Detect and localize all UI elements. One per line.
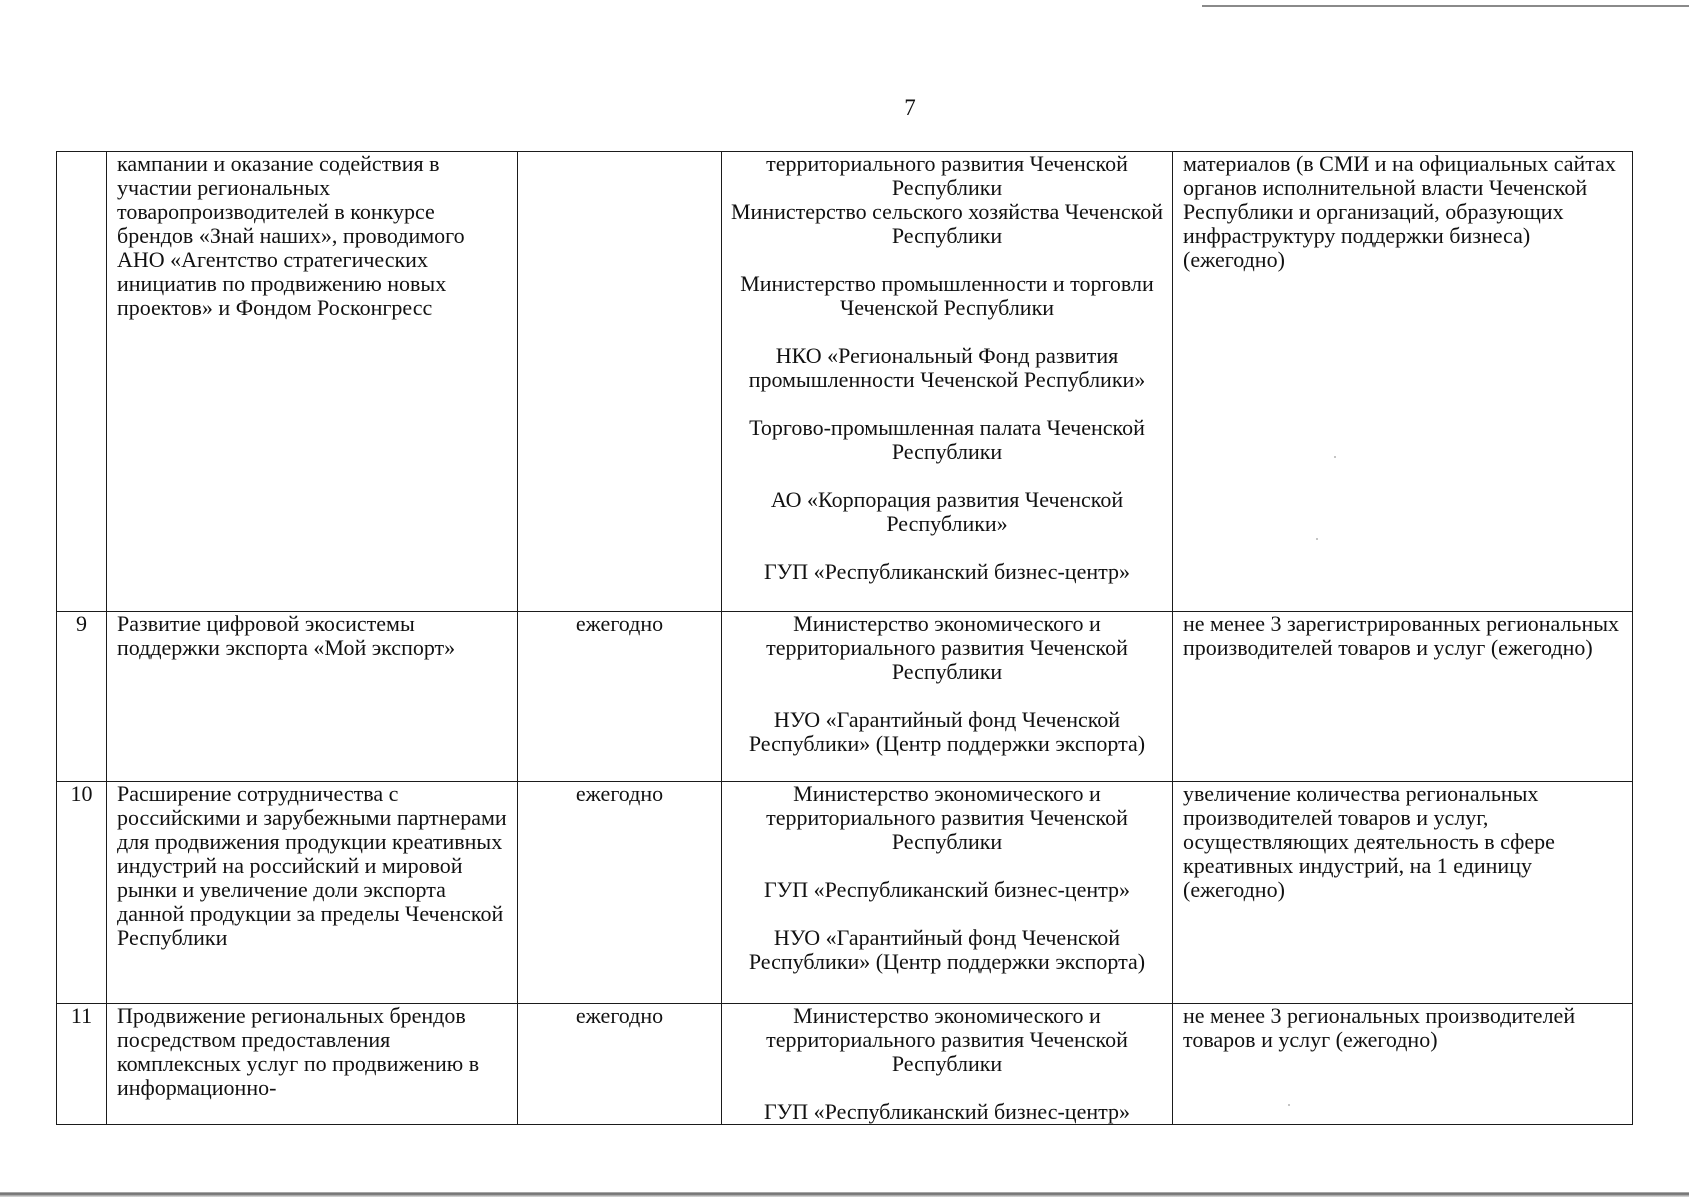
executor-entry: Торгово-промышленная палата Чеченской Республики <box>749 415 1145 464</box>
result-cell: не менее 3 зарегистрированных региональных производителей товаров и услуг (ежегодно) <box>1173 612 1633 782</box>
table-row <box>57 152 1633 612</box>
measures-table <box>56 151 1633 1125</box>
table-row <box>57 612 1633 782</box>
executor-entry: НУО «Гарантийный фонд Чеченской Республики» (Центр поддержки экспорта) <box>748 707 1146 756</box>
row-number-cell <box>57 152 107 612</box>
row-number-cell: 9 <box>57 612 107 782</box>
scan-edge-line-top <box>1202 5 1689 7</box>
executor-entry: Министерство промышленности и торговли Чеченской Республики <box>740 271 1154 320</box>
measure-cell: кампании и оказание содействия в участии региональных товаропроизводителей в конкурсе брендов «Знай наших», проводимого АНО «Агентство стратегических инициатив по продвижению новых проектов» и Фондом Росконгресс <box>107 152 518 612</box>
scan-edge-line-bottom <box>0 1192 1689 1197</box>
executor-entry: Министерство экономического и территориального развития Чеченской Республики <box>766 781 1128 854</box>
measure-cell: Продвижение региональных брендов посредством предоставления комплексных услуг по продвижению в информационно- <box>107 1004 518 1125</box>
executor-entry: Министерство экономического и территориального развития Чеченской Республики <box>766 1003 1128 1076</box>
period-cell <box>518 152 722 612</box>
period-cell: ежегодно <box>518 782 722 1004</box>
executor-entry: ГУП «Республиканский бизнес-центр» <box>763 559 1130 584</box>
scan-speck <box>1334 456 1336 458</box>
result-cell: материалов (в СМИ и на официальных сайтах органов исполнительной власти Чеченской Республики и организаций, образующих инфраструктуру поддержки бизнеса) (ежегодно) <box>1173 152 1633 612</box>
executors-cell <box>722 782 1173 1004</box>
scan-speck <box>1288 1104 1290 1106</box>
result-cell: увеличение количества региональных производителей товаров и услуг, осуществляющих деятельность в сфере креативных индустрий, на 1 единицу (ежегодно) <box>1173 782 1633 1004</box>
measure-cell: Расширение сотрудничества с российскими и зарубежными партнерами для продвижения продукции креативных индустрий на российский и мировой рынки и увеличение доли экспорта данной продукции за пределы Чеченской Республики <box>107 782 518 1004</box>
executors-cell <box>722 152 1173 612</box>
page-number: 7 <box>904 95 916 120</box>
executor-entry: НУО «Гарантийный фонд Чеченской Республики» (Центр поддержки экспорта) <box>748 925 1146 974</box>
executor-entry: ГУП «Республиканский бизнес-центр» <box>763 1099 1130 1124</box>
executor-entry: территориального развития Чеченской Республики Министерство сельского хозяйства Чеченской Республики <box>731 151 1163 248</box>
scan-speck <box>1316 538 1318 540</box>
executor-entry: АО «Корпорация развития Чеченской Республики» <box>770 487 1124 536</box>
executor-entry: НКО «Региональный Фонд развития промышленности Чеченской Республики» <box>748 343 1146 392</box>
period-cell: ежегодно <box>518 612 722 782</box>
executor-entry: ГУП «Республиканский бизнес-центр» <box>763 877 1130 902</box>
executors-cell <box>722 612 1173 782</box>
row-number-cell: 11 <box>57 1004 107 1125</box>
period-cell: ежегодно <box>518 1004 722 1125</box>
measure-cell: Развитие цифровой экосистемы поддержки экспорта «Мой экспорт» <box>107 612 518 782</box>
result-cell: не менее 3 региональных производителей товаров и услуг (ежегодно) <box>1173 1004 1633 1125</box>
row-number-cell: 10 <box>57 782 107 1004</box>
table-row <box>57 782 1633 1004</box>
executor-entry: Министерство экономического и территориального развития Чеченской Республики <box>766 611 1128 684</box>
executors-cell <box>722 1004 1173 1125</box>
table-row <box>57 1004 1633 1125</box>
